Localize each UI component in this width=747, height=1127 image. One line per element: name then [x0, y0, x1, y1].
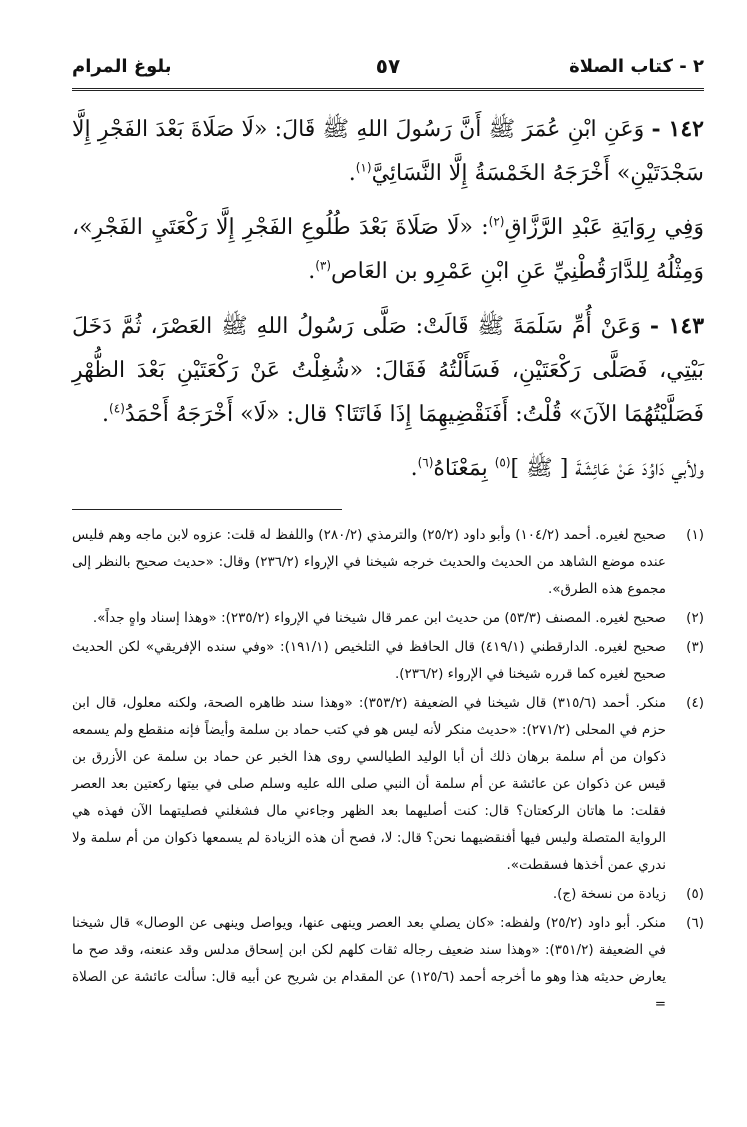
footnote-number: (٢): [686, 610, 704, 626]
footnote-4: [72, 690, 704, 879]
footnote-ref[interactable]: (١): [355, 160, 372, 175]
footnote-number: (٦): [686, 915, 704, 931]
footnote-ref[interactable]: (٣): [315, 258, 332, 273]
hadith-text-continued: : «لَا صَلَاةَ بَعْدَ طُلُوعِ الفَجْرِ إِلَّا رَكْعَتَيِ الفَجْرِ»، وَمِثْلُهُ لِلدَّارَقُطْنِيِّ عَنِ ابْنِ عَمْرِو بن العَاص: [72, 215, 704, 284]
footnote-divider: [72, 509, 342, 510]
footnote-text: زيادة من نسخة (ج).: [552, 886, 666, 902]
footnote-number: (٤): [686, 695, 704, 711]
footnote-number: (١): [686, 527, 704, 543]
hadith-number: ١٤٣ -: [649, 313, 705, 339]
hadith-text: وَعَنْ أُمِّ سَلَمَةَ ﷺ قَالَتْ: صَلَّى رَسُولُ اللهِ ﷺ العَصْرَ، ثُمَّ دَخَلَ بَيْتِي، فَصَلَّى رَكْعَتَيْنِ، فَسَأَلْتُهُ فَقَالَ: «شُغِلْتُ عَنْ رَكْعَتَيْنِ بَعْدَ الظُّهْرِ فَصَلَّيْتُهُمَا الآنَ» قُلْتُ: أَفَنَقْضِيهِمَا إِذَا فَاتَتَا؟ قال: «لَا» أَخْرَجَهُ أَحْمَدُ: [72, 314, 704, 427]
book-title: بلوغ المرام: [72, 56, 172, 77]
footnote-6: [72, 910, 704, 1018]
footnote-text: منكر. أحمد (٣١٥/٦) قال شيخنا في الضعيفة (٣٥٣/٢): «وهذا سند ظاهره الصحة، ولكنه معلول، قال ابن حزم في المحلى (٢٧١/٢): «حديث منكر لأنه ليس هو في كتب حماد بن سلمة وأيضاً فإنه منقطع ولم يسمعه ذكوان من أم سلمة برهان ذلك أن أبا الوليد الطيالسي روى هذا الخبر عن حماد بن سلمة عن الأزرق بن قيس عن ذكوان عن عائشة عن أم سلمة أن النبي صلى الله عليه وسلم صلى في بيتها ركعتين بعد العصر فقلت: ما هاتان الركعتان؟ قال: كنت أصليهما بعد الظهر وجاءني مال فشغلني فصليتهما الآن فهذه هي الرواية المتصلة وليس فيها أفنقضيهما نحن؟ قال: لا، فصح أن هذه الزيادة لم يسمعها ذكوان من أم سلمة ولا ندري عمن أخذها فسقطت».: [72, 695, 666, 873]
footnote-1: [72, 522, 704, 603]
footnotes: [72, 522, 704, 1018]
footnote-text: صحيح لغيره. الدارقطني (٤١٩/١) قال الحافظ في التلخيص (١٩١/١): «وفي سنده الإفريقي» لكن الحديث صحيح لغيره كما قرره شيخنا في الإرواء (٢٣٦/٢).: [72, 639, 667, 682]
hadith-142-variant: وَفِي رِوَايَةِ عَبْدِ الرَّزَّاقِ$^{(٢)}$: «لَا صَلَاةَ بَعْدَ طُلُوعِ الفَجْرِ إِلَّا رَكْعَتَيِ الفَجْرِ»، وَمِثْلُهُ لِلدَّارَقُطْنِيِّ عَنِ ابْنِ عَمْرِو بن العَاص$^{(٣)}$.: [72, 214, 704, 284]
chapter-title: ٢ - كتاب الصلاة: [569, 56, 704, 77]
page-number: ٥٧: [375, 54, 401, 78]
footnote-2: [72, 605, 704, 632]
hadith-text-continued: بِمَعْنَاهُ: [433, 456, 495, 481]
footnote-ref[interactable]: (٥): [494, 455, 511, 470]
main-text: [72, 107, 704, 491]
hadith-number: ١٤٢ -: [651, 116, 704, 142]
footnote-3: [72, 634, 704, 688]
hadith-text: وَفِي رِوَايَةِ عَبْدِ الرَّزَّاقِ: [504, 215, 704, 240]
footnote-ref[interactable]: (٦): [417, 455, 434, 470]
footnote-ref[interactable]: (٢): [488, 214, 505, 229]
footnote-text: صحيح لغيره. المصنف (٥٣/٣) من حديث ابن عمر قال شيخنا في الإرواء (٢٣٥/٢): «وهذا إسناد واهٍ جداً».: [92, 610, 666, 626]
page-header: [72, 52, 704, 91]
footnote-number: (٣): [686, 639, 704, 655]
footnote-5: [72, 881, 704, 908]
hadith-text: ولأبي دَاوُدَ عَنْ عَائِشَةَ [ ﷺ ]: [510, 456, 704, 481]
book-page: [72, 52, 704, 1020]
hadith-143-variant: ولأبي دَاوُدَ عَنْ عَائِشَةَ [ ﷺ ]$^{(٥)}$ بِمَعْنَاهُ$^{(٦)}$.: [410, 455, 704, 481]
footnote-text: صحيح لغيره. أحمد (١٠٤/٢) وأبو داود (٢٥/٢) والترمذي (٢٨٠/٢) واللفظ له قلت: عزوه لابن ماجه وهم فليس عنده موضع الشاهد من الحديث والحديث خرجه شيخنا في الإرواء (٢٣٦/٢) وقال: «حديث صحيح بالنظر إلى مجموع هذه الطرق».: [72, 527, 667, 597]
hadith-143: ١٤٣ - وَعَنْ أُمِّ سَلَمَةَ ﷺ قَالَتْ: صَلَّى رَسُولُ اللهِ ﷺ العَصْرَ، ثُمَّ دَخَلَ بَيْتِي، فَصَلَّى رَكْعَتَيْنِ، فَسَأَلْتُهُ فَقَالَ: «شُغِلْتُ عَنْ رَكْعَتَيْنِ بَعْدَ الظُّهْرِ فَصَلَّيْتُهُمَا الآنَ» قُلْتُ: أَفَنَقْضِيهِمَا إِذَا فَاتَتَا؟ قال: «لَا» أَخْرَجَهُ أَحْمَدُ$^{(٤)}$.: [72, 313, 705, 427]
footnote-text: منكر. أبو داود (٢٥/٢) ولفظه: «كان يصلي بعد العصر وينهى عنها، ويواصل وينهى عن الوصال» قال شيخنا في الضعيفة (٣٥١/٢): «وهذا سند ضعيف رجاله ثقات كلهم لكن ابن إسحاق مدلس وقد عنعنه، وقد صح ما يعارض حديثه هذا وهو ما أخرجه أحمد (١٢٥/٦) عن المقدام بن شريح عن أبيه قال: سألت عائشة عن الصلاة =: [72, 915, 666, 1012]
footnote-number: (٥): [686, 886, 704, 902]
hadith-142: ١٤٢ - وَعَنِ ابْنِ عُمَرَ ﷺ أَنَّ رَسُولَ اللهِ ﷺ قَالَ: «لَا صَلَاةَ بَعْدَ الفَجْرِ إِلَّا سَجْدَتَيْنِ» أَخْرَجَهُ الخَمْسَةُ إِلَّا النَّسَائِيَّ$^{(١)}$.: [72, 116, 704, 186]
footnote-ref[interactable]: (٤): [109, 401, 125, 416]
hadith-text: وَعَنِ ابْنِ عُمَرَ ﷺ أَنَّ رَسُولَ اللهِ ﷺ قَالَ: «لَا صَلَاةَ بَعْدَ الفَجْرِ إِلَّا سَجْدَتَيْنِ» أَخْرَجَهُ الخَمْسَةُ إِلَّا النَّسَائِيَّ: [72, 117, 704, 186]
